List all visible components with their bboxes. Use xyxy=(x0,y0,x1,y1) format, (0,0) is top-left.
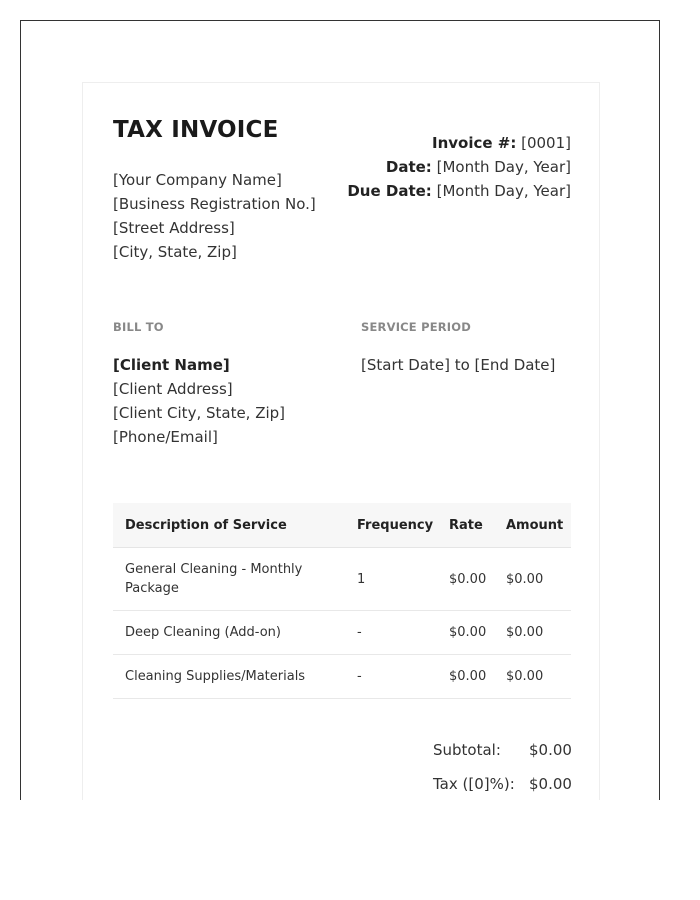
client-contact: [Phone/Email] xyxy=(113,428,218,446)
tax-value: $0.00 xyxy=(529,775,572,793)
cell-description: Deep Cleaning (Add-on) xyxy=(113,611,345,655)
invoice-number-row xyxy=(347,131,571,155)
company-city: [City, State, Zip] xyxy=(113,243,237,261)
cell-frequency: - xyxy=(345,655,437,699)
invoice-number-value: [0001] xyxy=(521,134,571,152)
table-header-row xyxy=(113,503,571,548)
bill-to-label: BILL TO xyxy=(113,320,164,334)
cell-rate: $0.00 xyxy=(437,611,494,655)
cell-amount: $0.00 xyxy=(494,611,571,655)
totals-block xyxy=(433,738,571,800)
subtotal-row xyxy=(433,738,571,772)
service-period-value: [Start Date] to [End Date] xyxy=(361,356,556,374)
document-page xyxy=(20,20,660,800)
cell-frequency: 1 xyxy=(345,548,437,611)
table-row xyxy=(113,655,571,699)
tax-label: Tax ([0]%): xyxy=(433,775,515,793)
company-info xyxy=(113,168,316,264)
header-frequency: Frequency xyxy=(345,503,437,548)
bill-to-details xyxy=(113,353,285,449)
due-date-row xyxy=(347,179,571,203)
invoice-date-value: [Month Day, Year] xyxy=(436,158,571,176)
client-address: [Client Address] xyxy=(113,380,233,398)
due-date-label: Due Date: xyxy=(347,182,432,200)
cell-rate: $0.00 xyxy=(437,655,494,699)
company-name: [Your Company Name] xyxy=(113,171,282,189)
header-amount: Amount xyxy=(494,503,571,548)
invoice-card xyxy=(82,82,600,800)
table-row xyxy=(113,548,571,611)
cell-amount: $0.00 xyxy=(494,548,571,611)
company-registration: [Business Registration No.] xyxy=(113,195,316,213)
header-rate: Rate xyxy=(437,503,494,548)
invoice-title: TAX INVOICE xyxy=(113,117,279,143)
invoice-number-label: Invoice #: xyxy=(431,134,517,152)
company-street: [Street Address] xyxy=(113,219,235,237)
client-name: [Client Name] xyxy=(113,356,230,374)
subtotal-label: Subtotal: xyxy=(433,741,501,759)
service-period-label: SERVICE PERIOD xyxy=(361,320,472,334)
invoice-meta xyxy=(347,131,571,203)
cell-description: General Cleaning - Monthly Package xyxy=(113,548,345,611)
cell-rate: $0.00 xyxy=(437,548,494,611)
invoice-date-row xyxy=(347,155,571,179)
subtotal-value: $0.00 xyxy=(529,741,572,759)
cell-description: Cleaning Supplies/Materials xyxy=(113,655,345,699)
cell-frequency: - xyxy=(345,611,437,655)
due-date-value: [Month Day, Year] xyxy=(436,182,571,200)
cell-amount: $0.00 xyxy=(494,655,571,699)
service-items-table xyxy=(113,503,571,699)
client-city: [Client City, State, Zip] xyxy=(113,404,286,422)
table-row xyxy=(113,611,571,655)
header-description: Description of Service xyxy=(113,503,345,548)
invoice-date-label: Date: xyxy=(385,158,432,176)
tax-row xyxy=(433,772,571,800)
